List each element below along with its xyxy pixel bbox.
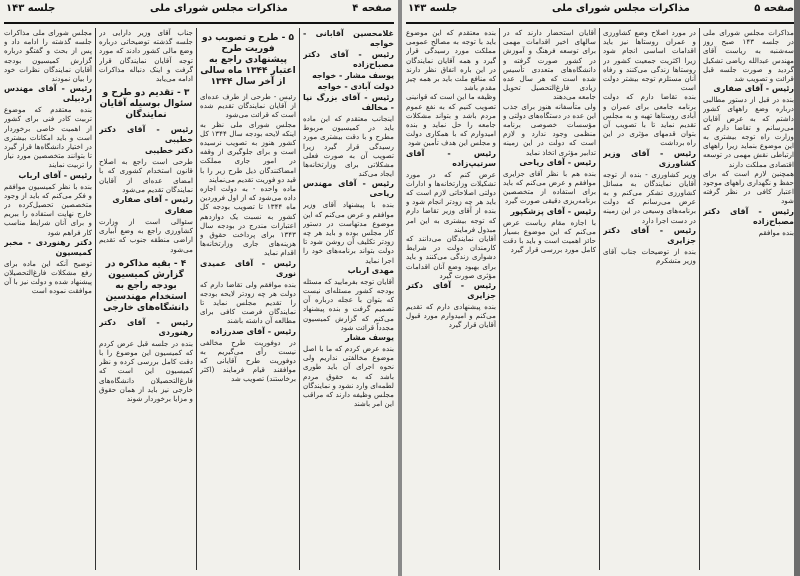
article-paragraph: توضیح آنکه این ماده برای رفع مشکلات فارغ‌التحصیلان پیشنهاد شده و دولت نیز با آن موافقت نموده است [4,258,92,296]
article-paragraph: مجلس شورای ملی نظر به اینکه لایحه بودجه سال ۱۳۴۴ کل کشور هنوز به تصویب نرسیده است و برای جلوگیری از وقفه در امور جاری مملکت امضاکنندگان ذیل طرح زیر را با قید دو فوریت تقدیم می‌نمایند [200,119,296,184]
article-paragraph: آقایان توجه بفرمایید که مسئله بودجه کشور مسئله‌ای نیست که بتوان با عجله درباره آن تصمیم گرفت و بنده پیشنهاد می‌کنم که گزارش کمیسیون مجدداً قرائت شود [303,276,394,332]
left-col-2 [99,28,193,572]
speaker-line: رئیس - آقای پزشکپور [510,206,596,216]
article-paragraph: بنده با نظر کمیسیون موافقم و فکر می‌کنم که باید از وجود متخصصین تحصیل‌کرده در خارج نهایت استفاده را ببریم و برای آنان شرایط مناسب کار فراهم شود [4,181,92,237]
column-divider [599,28,600,570]
speaker-line: دکتر رهنوردی - مخبر کمیسیون [4,237,92,257]
left-col-3 [200,28,296,572]
speaker-line: رئیس - آقای دکتر مصباح‌زاده [303,50,394,69]
left-page-session: جلسه ۱۴۳ [6,3,56,14]
article-paragraph: با اجازه مقام ریاست عرض می‌کنم که این موضوع بسیار حائز اهمیت است و باید با دقت کامل مورد بررسی قرار گیرد [503,217,596,255]
article-paragraph: همچنین لازم است که برای حفظ و نگهداری راههای موجود اعتبار کافی در نظر گرفته شود [703,168,794,206]
article-paragraph: در مورد اصلاح وضع کشاورزی و عمران روستاها نیز باید اقدامات اساسی انجام شود زیرا اکثریت جمعیت کشور در روستاها زندگی می‌کنند و رفاه آنان مستلزم توجه بیشتر دولت است [603,28,696,93]
speaker-line: دکتر خطیبی [145,146,193,156]
article-paragraph: بنده از توضیحات جناب آقای وزیر متشکرم [603,246,696,266]
column-divider [499,28,500,570]
column-divider [299,28,300,570]
article-paragraph: بنده در قبل از دستور مطالبی درباره وضع راههای کشور داشتم که به عرض آقایان می‌رسانم و تقاضا دارم که وزارت راه توجه بیشتری به این موضوع بنماید زیرا راههای ارتباطی نقش مهمی در توسعه اقتصادی مملکت دارند [703,95,794,169]
article-paragraph: بنده پیشنهادی دارم که تقدیم می‌کنم و امیدوارم مورد قبول آقایان قرار گیرد [406,302,496,330]
speaker-line: صفاری [164,206,193,216]
left-page-number: صفحه ۴ [352,3,392,14]
speaker-line: رئیس - آقای سرتیپ‌زاده [406,148,496,168]
page-edge-shadow [794,0,800,576]
article-paragraph: وزیر کشاورزی - بنده از توجه آقایان نمایندگان به مسائل کشاورزی تشکر می‌کنم و به عرض می‌رسانم که دولت برنامه‌های وسیعی در این زمینه در دست اجرا دارد [603,169,696,225]
speaker-line: رئیس - آقای صفاری [713,84,794,94]
article-paragraph: بنده عرض کردم که ما با اصل موضوع مخالفتی نداریم ولی نحوه اجرای آن باید طوری باشد که به حقوق مردم لطمه‌ای وارد نشود و نمایندگان مجلس وظیفه دارند که مراقب این امر باشند [303,344,394,409]
speaker-line: رئیس - آقای ریاحی [519,157,596,167]
article-paragraph: در دوفوریت طرح مخالفی نیست رأی می‌گیریم به دوفوریت طرح آقایانی که موافقند قیام فرمایند (اکثر برخاستند) تصویب شد [200,337,296,384]
article-paragraph: اینجانب معتقدم که این ماده باید در کمیسیون مربوط مطرح و با دقت بیشتری مورد رسیدگی قرار گیرد زیرا تصویب آن به صورت فعلی مشکلاتی برای وزارتخانه‌ها ایجاد می‌کند [303,114,394,179]
article-paragraph: بنده هم با نظر آقای جزایری موافقم و عرض می‌کنم که باید برای استفاده از متخصصین برنامه‌ریزی دقیقی صورت گیرد [503,168,596,206]
article-paragraph: آقایان استحضار دارند که در سالهای اخیر اقدامات مهمی برای توسعه فرهنگ و آموزش در کشور صورت گرفته و دانشگاه‌های متعددی تأسیس شده است که هر سال عده زیادی فارغ‌التحصیل تحویل جامعه می‌دهند [503,28,596,102]
article-paragraph: بنده با پیشنهاد آقای وزیر موافقم و عرض می‌کنم که این موضوع مدتهاست در دستور کار مجلس بوده و باید هر چه زودتر تکلیف آن روشن شود تا دولت بتواند برنامه‌های خود را اجرا نماید [303,200,394,265]
left-page [0,0,398,576]
speaker-line: رئیس - آقای دکتر مصباح‌زاده [703,206,794,226]
speaker-line: غلامحسین آقابانی - خواجه [303,29,394,48]
header-rule [406,22,796,24]
article-paragraph: ولی متأسفانه هنوز برای جذب این عده در دستگاه‌های دولتی و مؤسسات خصوصی برنامه منظمی وجود ندارد و لازم است که دولت در این زمینه تدابیر مؤثری اتخاذ نماید [503,101,596,157]
right-page [402,0,800,576]
article-paragraph: وظیفه ما این است که قوانینی تصویب کنیم که به نفع عموم مردم باشد و بتواند مشکلات جامعه را حل نماید و بنده امیدوارم که با همکاری دولت و مجلس این هدف تأمین شود [406,92,496,148]
left-page-title: مذاکرات مجلس شورای ملی [150,3,288,14]
article-paragraph: آقایان نمایندگان می‌دانند که کارمندان دولت در شرایط دشواری زندگی می‌کنند و باید برای بهبود وضع آنان اقدامات مؤثری صورت گیرد [406,234,496,280]
speaker-line: رئیس - آقای دکتر جزایری [603,225,696,245]
speaker-line: رئیس - آقای دکتر رهنوردی [99,317,193,337]
article-paragraph: ماده واحده - به دولت اجازه داده می‌شود که از اول فروردین ماه ۱۳۴۴ تا تصویب بودجه کل کشور به نسبت یک دوازدهم اعتبارات مندرج در بودجه سال ۱۳۴۳ برای پرداخت حقوق و هزینه‌های جاری وزارتخانه‌ها اقدام نماید [200,184,296,258]
article-paragraph: جناب آقای وزیر دارایی در جلسه گذشته توضیحاتی درباره وضع مالی کشور دادند که مورد توجه آقایان نمایندگان قرار گرفت و اینک دنباله مذاکرات ادامه می‌یابد [99,28,193,84]
section-heading: ۳ - تقدیم دو طرح و سئوال بوسیله آقایان نمایندگان [99,88,193,121]
right-page-header [402,0,800,24]
article-paragraph: بنده موافقم [758,227,794,237]
right-col-3 [603,28,696,572]
column-divider [95,28,96,570]
speaker-line: رئیس - آقای ارباب [18,170,92,180]
section-heading: ۴ - بقیه مذاکره در گزارش کمیسیون بودجه راجع به استخدام مهندسین دانشگاه‌های خارجی [103,258,189,313]
speaker-line: رئیس - آقای صدرزاده [210,326,296,336]
article-paragraph: بنده تقاضا دارم که دولت برنامه جامعی برای عمران و آبادی روستاها تهیه و به مجلس تقدیم نماید تا با تصویب آن بتوان قدمهای مؤثری در این راه برداشت [603,92,696,148]
article-paragraph: رئیس - طرحی از طرف عده‌ای از آقایان نمایندگان تقدیم شده است که قرائت می‌شود [200,92,296,120]
right-col-4 [703,28,794,572]
article-paragraph: بنده در جلسه قبل عرض کردم که کمیسیون این موضوع را با دقت کامل بررسی کرده و نظر کمیسیون این است که فارغ‌التحصیلان دانشگاه‌های خارجی نیز باید از همان حقوق و مزایا برخوردار شوند [99,338,193,404]
right-col-1 [406,28,496,572]
right-page-title: مذاکرات مجلس شورای ملی [552,3,690,14]
article-paragraph: طرحی است راجع به اصلاح قانون استخدام کشوری که با امضای عده‌ای از آقایان نمایندگان تقدیم می‌شود [99,157,193,194]
article-paragraph: بنده معتقدم که این موضوع باید با توجه به مصالح عمومی مملکت مورد رسیدگی قرار گیرد و همه آقایان نمایندگان در این باره اتفاق نظر دارند که منافع ملت باید بر همه چیز مقدم باشد [406,28,496,93]
speaker-line: مهدی ارباب [347,265,394,275]
column-divider [699,28,700,570]
left-col-1 [4,28,92,572]
speaker-line: یوسف مشار [345,333,394,343]
speaker-line: رئیس - آقای مهندس اردبیلی [4,84,92,104]
right-page-number: صفحه ۵ [754,3,794,14]
header-rule [4,22,394,24]
speaker-line: رئیس - آقای دکتر جزایری [406,281,496,301]
speaker-line: رئیس - آقای مهندس ریاحی [303,179,394,199]
speaker-line: رئیس - آقای عمیدی نوری [200,258,296,278]
speaker-line: رئیس - آقای بزرگ نیا - مخالف [303,93,394,112]
speaker-line: رئیس - آقای وزیر کشاورزی [603,148,696,168]
column-divider [196,28,197,570]
left-col-4 [303,28,394,572]
right-col-2 [503,28,596,572]
article-paragraph: بنده معتقدم که موضوع تربیت کادر فنی برای کشور از اهمیت خاصی برخوردار است و باید امکانات بیشتری در اختیار دانشگاه‌ها قرار گیرد تا بتوانند متخصصین مورد نیاز را تربیت نمایند [4,105,92,170]
section-heading: ۵ - طرح و تصویب دو فوریت طرح پیشنهادی راجع به اعتبار ۱۳۴۴ ماه سالی از آخر سال ۱۳۴۴ [200,33,296,87]
article-paragraph: عرض کنم که در مورد تشکیلات وزارتخانه‌ها و ادارات دولتی اصلاحاتی لازم است که باید هر چه زودتر انجام شود و بنده از آقای وزیر تقاضا دارم که توجه بیشتری به این امر مبذول فرمایند [406,169,496,234]
left-page-header [0,0,398,24]
article-paragraph: مجلس شورای ملی مذاکرات جلسه گذشته را ادامه داد و پس از بحث و گفتگو درباره گزارش کمیسیون بودجه آقایان نمایندگان نظرات خود را بیان نمودند [4,28,92,84]
article-paragraph: سئوالی است از وزارت کشاورزی راجع به وضع آبیاری اراضی منطقه جنوب که تقدیم می‌شود [99,217,193,254]
speaker-line: رئیس - آقای صفاری [112,195,193,205]
speaker-line: رئیس - آقای دکتر خطیبی [99,125,193,145]
article-paragraph: بنده موافقم ولی تقاضا دارم که دولت هر چه زودتر لایحه بودجه را تقدیم مجلس نماید تا نمایندگان فرصت کافی برای مطالعه آن داشته باشند [200,279,296,326]
speaker-line: یوسف مشار - خواجه [312,71,394,80]
speaker-line: دولت آبادی - خواجه [317,82,394,91]
right-page-session: جلسه ۱۴۳ [408,3,458,14]
article-paragraph: مذاکرات مجلس شورای ملی در جلسه ۱۴۳ صبح روز سه‌شنبه به ریاست آقای مهندس عبدالله ریاضی تشکیل گردید و صورت جلسه قبل قرائت و تصویب شد [703,28,794,84]
